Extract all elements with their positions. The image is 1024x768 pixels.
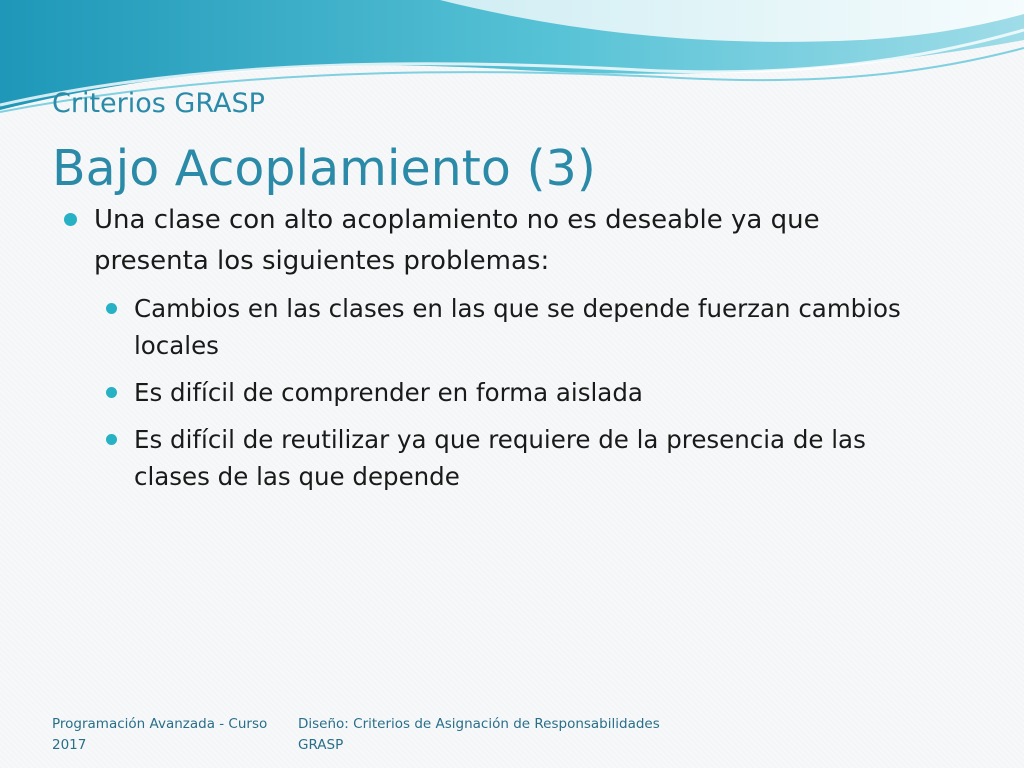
slide-subtitle: Criterios GRASP [52,88,265,119]
sub-bullet-item [62,374,942,411]
footer-topic: Diseño: Criterios de Asignación de Responsabilidades GRASP [298,716,660,753]
bullet-dot-icon [106,387,117,398]
sub-bullet-item [62,421,942,495]
sub-bullet-text: Es difícil de comprender en forma aislada [134,378,643,407]
footer-course: Programación Avanzada - Curso 2017 [52,716,268,753]
sub-bullet-text: Es difícil de reutilizar ya que requiere de la presencia de las clases de las que depende [134,425,866,491]
slide-title: Bajo Acoplamiento (3) [52,140,596,197]
sub-bullet-text: Cambios en las clases en las que se depende fuerzan cambios locales [134,294,901,360]
bullet-item [62,200,942,282]
bullet-dot-icon [106,434,117,445]
bullet-dot-icon [64,213,77,226]
bullet-dot-icon [106,303,117,314]
bullet-list [62,200,942,505]
bullet-text: Una clase con alto acoplamiento no es deseable ya que presenta los siguientes problemas: [94,205,820,276]
sub-bullet-item [62,290,942,364]
